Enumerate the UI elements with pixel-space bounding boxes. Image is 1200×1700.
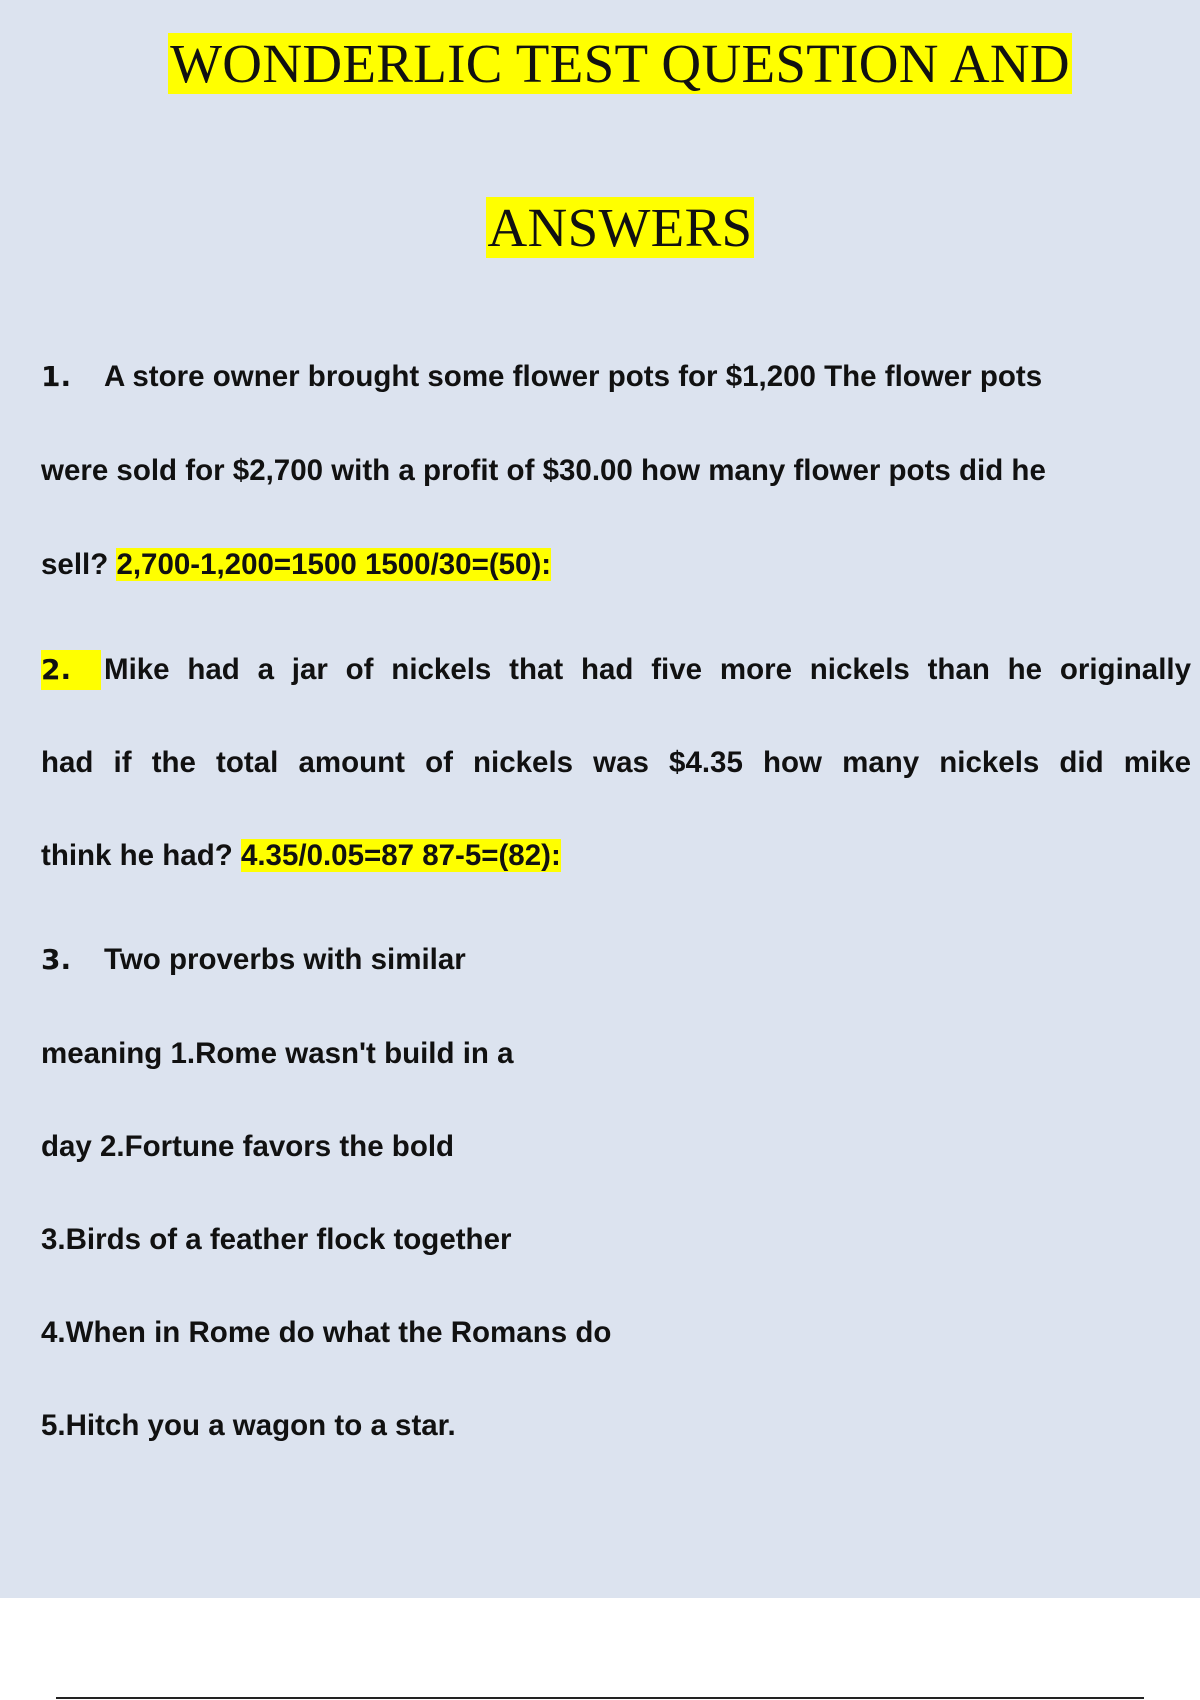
question-2-line-2: had if the total amount of nickels was $4.35 how many nickels did mike: [41, 746, 1191, 779]
title-line-1: [0, 32, 1200, 96]
question-1-number: 1.: [41, 360, 72, 393]
question-1-line-2: were sold for $2,700 with a profit of $30.00 how many flower pots did he: [41, 454, 1046, 487]
title-highlight-1: WONDERLIC TEST QUESTION AND: [170, 33, 1070, 94]
question-2-number: 2.: [41, 650, 101, 690]
question-1-line-3: [41, 545, 551, 585]
question-3-number: 3.: [41, 943, 72, 976]
question-3-line-1: [41, 940, 466, 980]
question-2-text-3: think he had?: [41, 839, 233, 872]
title-highlight-2: ANSWERS: [487, 197, 753, 258]
question-1-text-3: sell?: [41, 548, 109, 581]
question-3-line-4: 3.Birds of a feather flock together: [41, 1223, 512, 1256]
question-2-line-1: [41, 650, 1191, 690]
title-line-2: [0, 196, 1200, 260]
question-3-line-3: day 2.Fortune favors the bold: [41, 1130, 455, 1163]
question-2-answer: 4.35/0.05=87 87-5=(82):: [240, 839, 561, 872]
question-3-line-6: 5.Hitch you a wagon to a star.: [41, 1409, 456, 1442]
question-2-text-1: Mike had a jar of nickels that had five more nickels than he originally: [104, 653, 1191, 686]
question-3-line-2: meaning 1.Rome wasn't build in a: [41, 1037, 514, 1070]
question-1-answer: 2,700-1,200=1500 1500/30=(50):: [116, 548, 552, 581]
question-1-line-1: [41, 357, 1042, 397]
question-3-text-1: Two proverbs with similar: [104, 943, 466, 976]
footer-divider: [56, 1697, 1144, 1699]
question-2-line-3: [41, 836, 561, 876]
question-3-line-5: 4.When in Rome do what the Romans do: [41, 1316, 612, 1349]
question-1-text-1: A store owner brought some flower pots for $1,200 The flower pots: [104, 360, 1043, 393]
